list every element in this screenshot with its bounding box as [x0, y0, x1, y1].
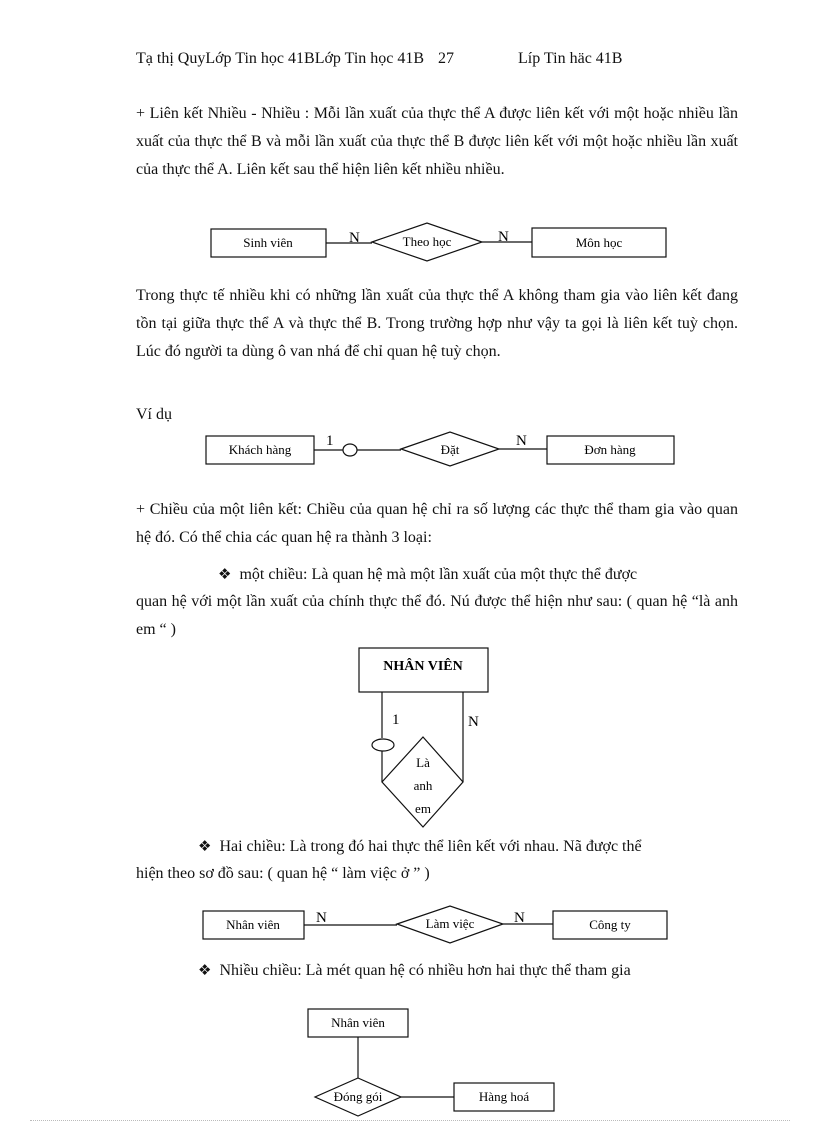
entity-label-cong-ty: Công ty [589, 917, 631, 932]
page-number: 27 [438, 50, 454, 67]
diagram-optional [206, 432, 674, 466]
relation-label-line: anh [413, 778, 433, 793]
entity-label-hang-hoa: Hàng hoá [478, 1089, 530, 1104]
entity-label-khach-hang: Khách hàng [228, 442, 292, 457]
diagram-many-to-many [211, 223, 666, 261]
bullet-multi-dimension-text: Nhiều chiều: Là mét quan hệ có nhiều hơn hai thực thể tham gia [219, 962, 631, 979]
relation-label-line: em [415, 801, 431, 816]
diagram-multi [308, 1009, 554, 1116]
bullet-one-dimension-text: một chiều: Là quan hệ mà một lần xuất của một thực thể được [239, 566, 638, 583]
bullet-two-dimension-line2: hiện theo sơ đồ sau: ( quan hệ “ làm việc ở ” ) [136, 865, 430, 882]
entity-label-sinh-vien: Sinh viên [243, 235, 293, 250]
cardinality-label: N [349, 230, 360, 246]
diamond-bullet-icon: ❖ [218, 565, 232, 583]
bullet-one-dimension-rest: quan hệ với một lần xuất của chính thực thể đó. Nú được thể hiện như sau: ( quan hệ “là anh em “ ) [136, 593, 738, 638]
entity-label-nhan-vien-top: Nhân viên [331, 1015, 385, 1030]
relation-label-theo-hoc: Theo học [402, 234, 452, 249]
entity-label-mon-hoc: Môn học [575, 235, 623, 250]
cardinality-label: N [316, 910, 327, 926]
header-author-class: Tạ thị QuyLớp Tin học 41BLớp Tin học 41B [136, 50, 425, 67]
relation-label-line: Là [416, 755, 430, 770]
optional-oval [372, 739, 394, 751]
entity-label-nhan-vien: Nhân viên [226, 917, 280, 932]
bullet-two-dimension-text: Hai chiều: Là trong đó hai thực thể liên kết với nhau. Nã được thể [219, 838, 642, 855]
relation-label-lam-viec: Làm việc [425, 916, 475, 931]
cardinality-label: N [516, 433, 527, 449]
optional-oval [343, 444, 357, 456]
paragraph-optional-link: Trong thực tế nhiều khi có những lần xuất của thực thể A không tham gia vào liên kết đang tồn tại giữa thực thể A và thực thể B. Trong trường hợp như vậy ta gọi là liên kết tuỳ chọn. Lúc đó người ta dùng ô van nhá để chỉ quan hệ tuỳ chọn. [136, 287, 738, 360]
diamond-bullet-icon: ❖ [198, 837, 212, 855]
entity-label-don-hang: Đơn hàng [584, 442, 636, 457]
cardinality-label: 1 [392, 712, 400, 728]
entity-label-nhan-vien-upper: NHÂN VIÊN [383, 659, 463, 674]
diagram-binary [203, 906, 667, 943]
cardinality-label: 1 [326, 433, 334, 449]
example-label: Ví dụ [136, 406, 172, 423]
cardinality-label: N [468, 714, 479, 730]
diamond-bullet-icon: ❖ [198, 961, 212, 979]
paragraph-many-to-many: + Liên kết Nhiều - Nhiều : Mỗi lần xuất của thực thể A được liên kết với một hoặc nhiều lần xuất của thực thể B và mỗi lần xuất của thực thể B được liên kết với một hoặc nhiều lần xuất của thực thể A. Liên kết sau thể hiện liên kết nhiều nhiều. [136, 105, 738, 178]
page-bottom-rule [30, 1120, 790, 1121]
header-class: Líp Tin häc 41B [518, 50, 623, 67]
relation-label-dat: Đặt [440, 442, 460, 457]
relation-label-dong-goi: Đóng gói [333, 1089, 383, 1104]
diagram-recursive [359, 648, 488, 827]
cardinality-label: N [514, 910, 525, 926]
cardinality-label: N [498, 229, 509, 245]
paragraph-link-dimension: + Chiều của một liên kết: Chiều của quan hệ chỉ ra số lượng các thực thể tham gia vào quan hệ đó. Có thể chia các quan hệ ra thành 3 loại: [136, 501, 738, 546]
